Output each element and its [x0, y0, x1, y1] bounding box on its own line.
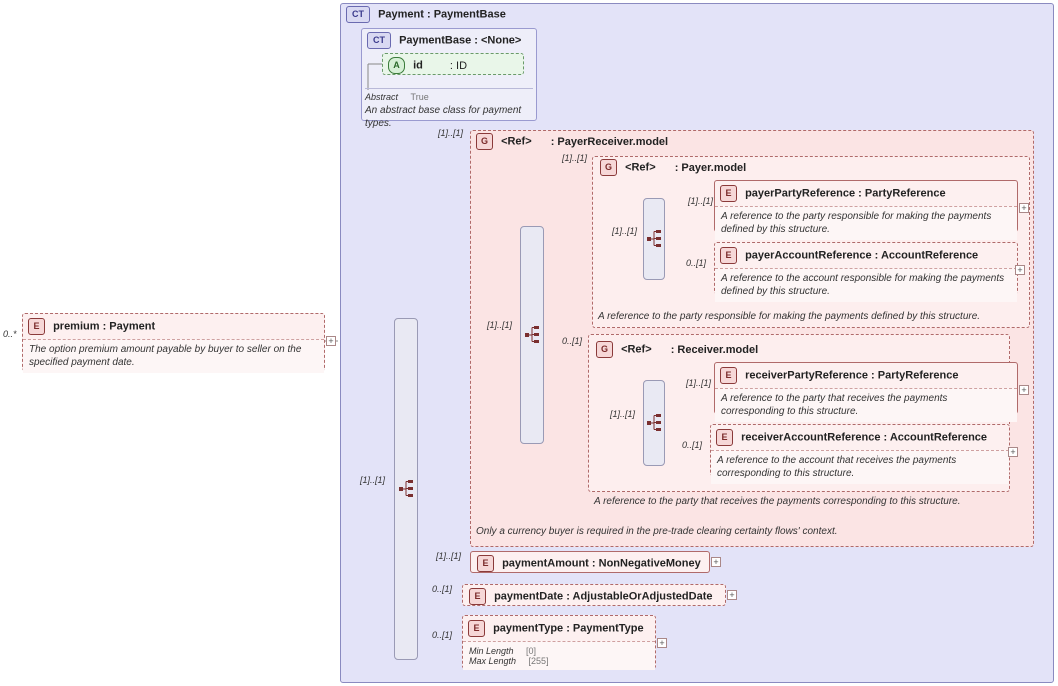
receiver-party-reference-element[interactable]	[714, 362, 1018, 417]
facet-row	[469, 656, 649, 666]
element-icon: E	[716, 429, 733, 446]
payer-group-title: : Payer.model	[674, 161, 747, 174]
element-description: A reference to the account that receives the payments corresponding to this structure.	[717, 455, 957, 479]
element-icon: E	[28, 318, 45, 335]
premium-description: The option premium amount payable by buyer to seller on the specified payment date.	[29, 344, 302, 368]
element-icon: E	[468, 620, 485, 637]
main-sequence-bar[interactable]	[394, 318, 418, 660]
element-title: payerAccountReference : AccountReference	[745, 249, 979, 262]
receiver-account-reference-expand-icon[interactable]: +	[1008, 447, 1018, 457]
payer-receiver-note: Only a currency buyer is required in the pre-trade clearing certainty flows' context.	[476, 526, 838, 537]
premium-element[interactable]	[22, 313, 325, 371]
base-title-row	[367, 32, 521, 49]
payment-date-element[interactable]	[462, 584, 726, 606]
payer-account-reference-cardinality: 0..[1]	[686, 258, 707, 268]
base-attribute-id[interactable]	[382, 53, 524, 75]
receiver-party-reference-expand-icon[interactable]: +	[1019, 385, 1029, 395]
sequence-icon	[647, 230, 661, 248]
facet-label: Abstract	[365, 92, 399, 102]
receiver-group-title: : Receiver.model	[670, 343, 759, 356]
payment-amount-element[interactable]	[470, 551, 710, 573]
main-sequence-cardinality: [1]..[1]	[360, 475, 386, 485]
element-icon: E	[720, 247, 737, 264]
group-icon: G	[596, 341, 613, 358]
payer-sequence-bar[interactable]	[643, 198, 665, 280]
element-title: paymentDate : AdjustableOrAdjustedDate	[494, 590, 713, 603]
attribute-type: : ID	[449, 59, 468, 72]
payer-receiver-sequence-bar[interactable]	[520, 226, 544, 444]
receiver-group-description: A reference to the party that receives the payments corresponding to this structure.	[594, 496, 961, 507]
receiver-group-ref: <Ref>	[621, 343, 652, 356]
element-title: payerPartyReference : PartyReference	[745, 187, 946, 200]
facet-row	[469, 646, 649, 656]
sequence-icon	[647, 414, 661, 432]
payer-group-ref: <Ref>	[625, 161, 656, 174]
payer-party-reference-cardinality: [1]..[1]	[688, 196, 714, 206]
facet-label: Min Length	[469, 646, 514, 656]
receiver-title-row	[596, 341, 758, 358]
group-ref: <Ref>	[501, 135, 532, 148]
base-description: An abstract base class for payment types.	[365, 105, 522, 129]
element-description: A reference to the party that receives the payments corresponding to this structure.	[721, 393, 948, 417]
receiver-account-reference-cardinality: 0..[1]	[682, 440, 703, 450]
payer-party-reference-element[interactable]	[714, 180, 1018, 235]
facet-value: [0]	[526, 646, 537, 656]
payer-group-description: A reference to the party responsible for making the payments defined by this structure.	[598, 311, 981, 322]
receiver-sequence-bar[interactable]	[643, 380, 665, 466]
payer-party-reference-expand-icon[interactable]: +	[1019, 203, 1029, 213]
premium-expand-icon[interactable]: +	[326, 336, 336, 346]
element-icon: E	[469, 588, 486, 605]
group-icon: G	[600, 159, 617, 176]
ct-icon: CT	[367, 32, 391, 49]
element-title: receiverAccountReference : AccountReference	[741, 431, 988, 444]
element-title: paymentAmount : NonNegativeMoney	[502, 557, 701, 570]
payer-title-row	[600, 159, 746, 176]
receiver-branch-cardinality: [1]..[1]	[610, 409, 636, 419]
payer-account-reference-element[interactable]	[714, 242, 1018, 297]
payment-type-cardinality: 0..[1]	[432, 630, 453, 640]
payment-date-cardinality: 0..[1]	[432, 584, 453, 594]
facet-value: [255]	[528, 656, 549, 666]
element-description: A reference to the party responsible for making the payments defined by this structure.	[721, 211, 992, 235]
payment-date-expand-icon[interactable]: +	[727, 590, 737, 600]
payer-receiver-inner-cardinality: [1]..[1]	[487, 320, 513, 330]
payment-type-expand-icon[interactable]: +	[657, 638, 667, 648]
element-title: paymentType : PaymentType	[493, 622, 644, 635]
element-icon: E	[720, 367, 737, 384]
base-title: PaymentBase : <None>	[399, 34, 522, 47]
attribute-name: id	[413, 59, 423, 72]
root-title: Payment : PaymentBase	[378, 8, 506, 21]
receiver-group-cardinality: 0..[1]	[562, 336, 583, 346]
element-title: receiverPartyReference : PartyReference	[745, 369, 959, 382]
premium-title: premium : Payment	[53, 320, 156, 333]
base-facets	[365, 88, 533, 130]
element-icon: E	[477, 555, 494, 572]
group-icon: G	[476, 133, 493, 150]
group-title: : PayerReceiver.model	[550, 135, 669, 148]
sequence-icon	[525, 326, 539, 344]
payment-amount-expand-icon[interactable]: +	[711, 557, 721, 567]
receiver-account-reference-element[interactable]	[710, 424, 1010, 479]
element-icon: E	[720, 185, 737, 202]
payer-branch-cardinality: [1]..[1]	[612, 226, 638, 236]
receiver-party-reference-cardinality: [1]..[1]	[686, 378, 712, 388]
payer-account-reference-expand-icon[interactable]: +	[1015, 265, 1025, 275]
attribute-icon: A	[388, 57, 405, 74]
payer-group-cardinality: [1]..[1]	[562, 153, 588, 163]
root-title-row	[346, 6, 506, 23]
payment-amount-cardinality: [1]..[1]	[436, 551, 462, 561]
sequence-icon	[399, 480, 413, 498]
payer-receiver-title-row	[476, 133, 668, 150]
payer-receiver-cardinality: [1]..[1]	[438, 128, 464, 138]
facet-value: True	[410, 92, 429, 102]
facet-label: Max Length	[469, 656, 517, 666]
element-description: A reference to the account responsible for making the payments defined by this structure.	[721, 273, 1005, 297]
ct-icon: CT	[346, 6, 370, 23]
premium-cardinality: 0..*	[3, 329, 17, 339]
payment-type-element[interactable]	[462, 615, 656, 669]
